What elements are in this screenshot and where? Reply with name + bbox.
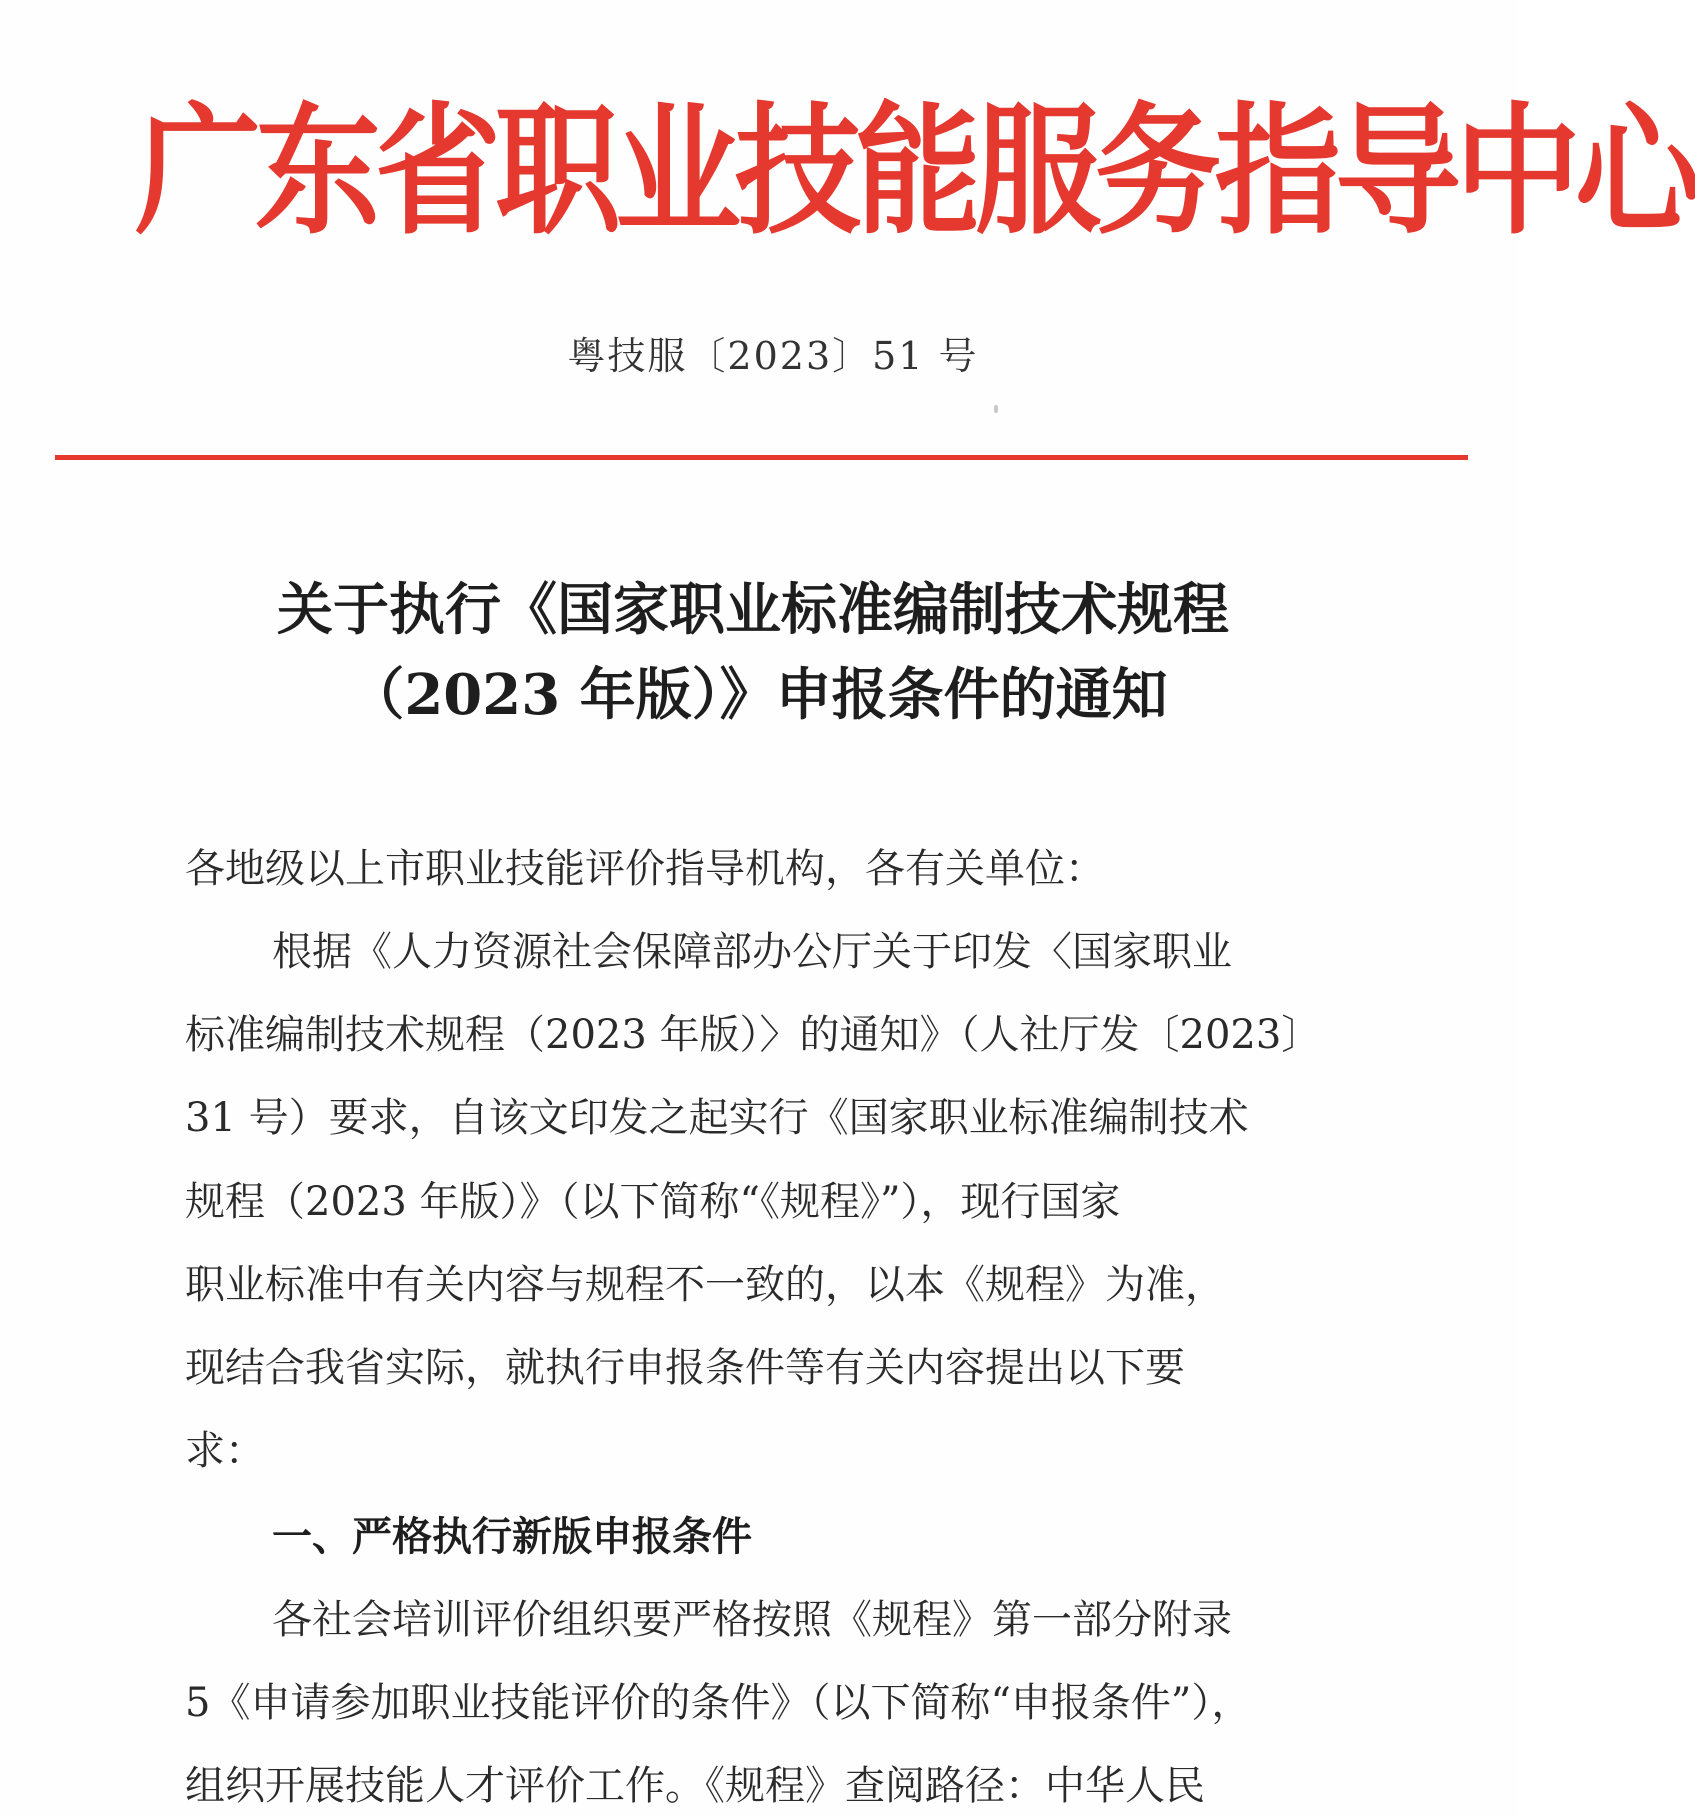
body-text-line: 31 号）要求，自该文印发之起实行《国家职业标准编制技术 (185, 1095, 1249, 1141)
scan-speck (994, 405, 998, 413)
body-text-line: 现结合我省实际，就执行申报条件等有关内容提出以下要 (185, 1345, 1185, 1391)
notice-title-line-2: （2023 年版）》申报条件的通知 (348, 662, 1168, 728)
body-text-line: 标准编制技术规程（2023 年版）〉的通知》（人社厅发〔2023〕 (185, 1012, 1322, 1058)
body-text-line: 职业标准中有关内容与规程不一致的，以本《规程》为准， (185, 1262, 1225, 1308)
body-text-line: 根据《人力资源社会保障部办公厅关于印发〈国家职业 (272, 929, 1232, 975)
body-text-line: 求： (185, 1428, 265, 1474)
document-number: 粤技服〔2023〕51 号 (567, 334, 979, 378)
body-text-line: 规程（2023 年版）》（以下简称“《规程》”），现行国家 (185, 1179, 1121, 1225)
notice-title-line-1: 关于执行《国家职业标准编制技术规程 (277, 577, 1229, 643)
red-divider-line (55, 455, 1468, 460)
section-1-text-line: 组织开展技能人才评价工作。《规程》查阅路径：中华人民 (185, 1763, 1205, 1809)
organization-header: 广东省职业技能服务指导中心 (135, 89, 1695, 254)
section-1-text-line: 各社会培训评价组织要严格按照《规程》第一部分附录 (272, 1597, 1232, 1643)
section-1-heading: 一、严格执行新版申报条件 (272, 1514, 752, 1560)
section-1-text-line: 5《申请参加职业技能评价的条件》（以下简称“申报条件”）， (185, 1680, 1252, 1726)
salutation-line: 各地级以上市职业技能评价指导机构，各有关单位： (185, 846, 1105, 892)
